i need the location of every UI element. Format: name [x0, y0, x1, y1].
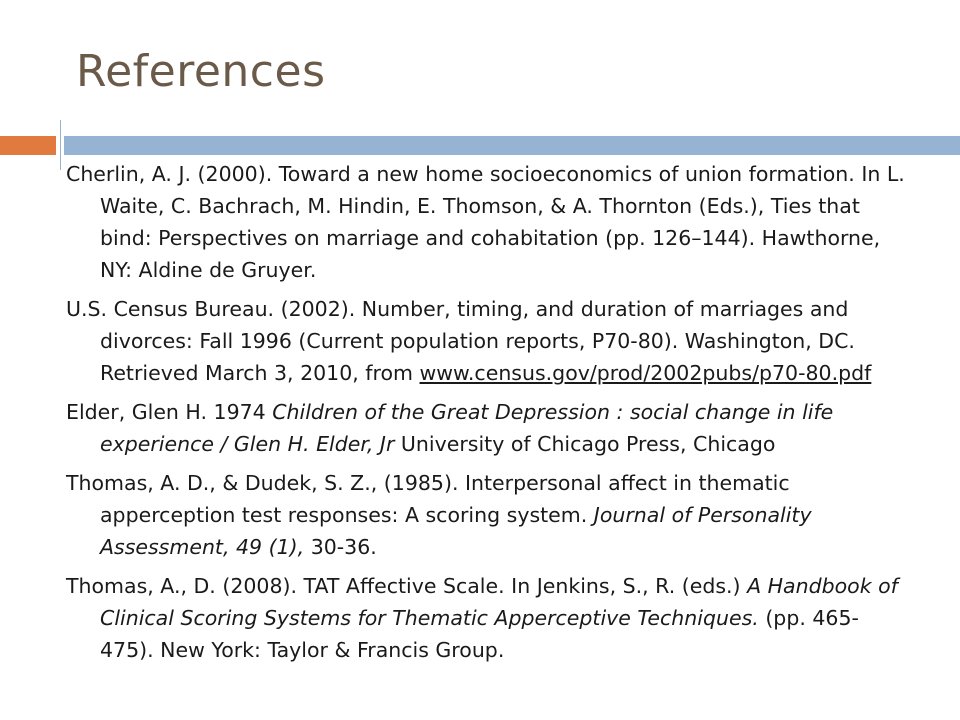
reference-item-thomas-2008 [66, 570, 906, 666]
reference-text: University of Chicago Press, Chicago [394, 432, 776, 456]
reference-item-thomas-dudek [66, 467, 906, 563]
reference-text: Elder, Glen H. 1974 [66, 400, 273, 424]
reference-italic-title: A Handbook of Clinical Scoring Systems for Thematic Apperceptive Techniques. [100, 574, 898, 630]
reference-text: Thomas, A., D. (2008). TAT Affective Scale. In Jenkins, S., R. (eds.) [66, 574, 748, 598]
reference-text: 30-36. [304, 535, 377, 559]
reference-item-cherlin [66, 158, 906, 286]
accent-divider-line [60, 120, 61, 170]
reference-italic-title: Children of the Great Depression : social change in life experience / Glen H. Elder, Jr [100, 400, 834, 456]
accent-bar-blue [64, 136, 960, 155]
reference-item-elder [66, 396, 906, 460]
census-pdf-link[interactable]: www.census.gov/prod/2002pubs/p70-80.pdf [419, 361, 872, 385]
reference-item-census [66, 293, 906, 389]
reference-text: Thomas, A. D., & Dudek, S. Z., (1985). Interpersonal affect in thematic apperception test responses: A scoring system. [66, 471, 790, 527]
reference-text: U.S. Census Bureau. (2002). Number, timing, and duration of marriages and divorces: Fall 1996 (Current population reports, P70-80). Washington, DC. Retrieved March 3, 2010, from [66, 297, 855, 385]
reference-list [66, 158, 906, 673]
reference-text: (pp. 465-475). New York: Taylor & Francis Group. [100, 606, 859, 662]
page-title: References [76, 46, 326, 97]
accent-bar-orange [0, 136, 56, 155]
reference-italic-title: Journal of Personality Assessment, 49 (1), [100, 503, 812, 559]
reference-text: Cherlin, A. J. (2000). Toward a new home socioeconomics of union formation. In L. Waite, C. Bachrach, M. Hindin, E. Thomson, & A. Thornton (Eds.), Ties that bind: Perspectives on marriage and cohabitation (pp. 126–144). Hawthorne, NY: Aldine de Gruyer. [66, 162, 905, 282]
